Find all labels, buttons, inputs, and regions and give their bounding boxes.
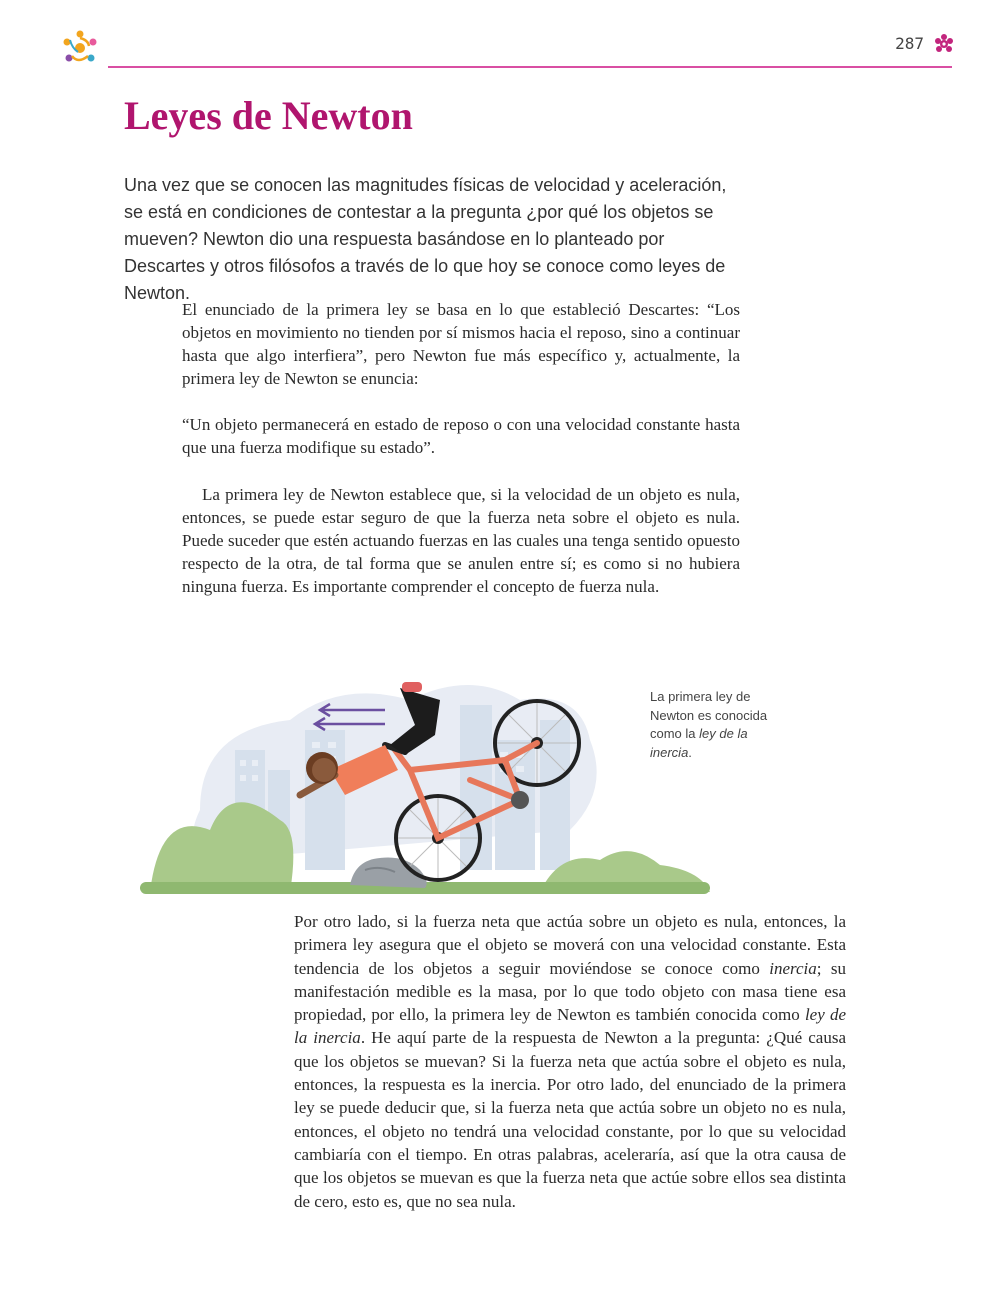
body-segment-1: Por otro lado, si la fuerza neta que actúa sobre un objeto es nula, entonces, la primera ley asegura que el objeto se moverá con una velocidad constante. Esta tendencia de los objetos a seguir moviéndose se conoce como bbox=[294, 912, 846, 978]
first-law-explanation-paragraph: La primera ley de Newton establece que, si la velocidad de un objeto es nula, entonces, se puede estar seguro de que la fuerza neta sobre el objeto es nula. Puede suceder que estén actuando fuerzas en las cuales una tenga sentido opuesto respecto de la otra, de tal forma que se anulen entre sí; es como si no hubiera ninguna fuerza. Es importante comprender el concepto de fuerza nula. bbox=[182, 485, 740, 596]
inertia-paragraph bbox=[294, 910, 846, 1213]
term-ley-de-la-inercia: ley de la inercia bbox=[294, 1005, 847, 1048]
bicycle-fall-illustration bbox=[140, 660, 720, 900]
page-title: Leyes de Newton bbox=[124, 93, 413, 138]
caption-text-end: . bbox=[688, 744, 692, 760]
term-inercia: inercia bbox=[769, 958, 817, 978]
illustration-caption bbox=[650, 688, 770, 762]
intro-paragraph: Una vez que se conocen las magnitudes físicas de velocidad y aceleración, se está en condiciones de contestar a la pregunta ¿por qué los objetos se mueven? Newton dio una respuesta basándose en lo planteado por Descartes y otros filósofos a través de lo que hoy se conoce como leyes de Newton. bbox=[124, 175, 727, 303]
page-number: 287 bbox=[895, 34, 924, 53]
flower-logo-icon bbox=[58, 26, 102, 70]
caption-text: La primera ley de Newton es conocida como la bbox=[650, 689, 768, 741]
first-law-context-paragraph: El enunciado de la primera ley se basa en lo que estableció Descartes: “Los objetos en movimiento no tienden por sí mismos hacia el reposo, sino a continuar hasta que algo interfiera”, pero Newton fue más específico y, actualmente, la primera ley de Newton se enuncia: bbox=[182, 300, 740, 388]
header-rule bbox=[108, 66, 952, 68]
body-segment-3: . He aquí parte de la respuesta de Newton a la pregunta: ¿Qué causa que los objetos se muevan? Si la fuerza neta que actúa sobre el objeto es nula, entonces, la respuesta es la inercia. Por otro lado, del enunciado de la primera ley se puede deducir que, si la fuerza neta que actúa sobre un objeto no es nula, entonces, el objeto no tendrá una velocidad constante, por lo que su velocidad cambiaría con el tiempo. En otras palabras, aceleraría, así que la otra causa de que los objetos se muevan es que la fuerza neta que actúe sobre ellos sea distinta de cero, esto es, que no sea nula. bbox=[294, 1028, 846, 1211]
caption-italic-term: ley de la inercia bbox=[650, 726, 748, 760]
first-law-statement: “Un objeto permanecerá en estado de reposo o con una velocidad constante hasta que una fuerza modifique su estado”. bbox=[182, 415, 740, 457]
flower-ornament-icon bbox=[934, 33, 954, 55]
body-segment-2: ; su manifestación medible es la masa, por lo que todo objeto con masa tiene esa propiedad, por ello, la primera ley de Newton es también conocida como bbox=[294, 958, 847, 1025]
